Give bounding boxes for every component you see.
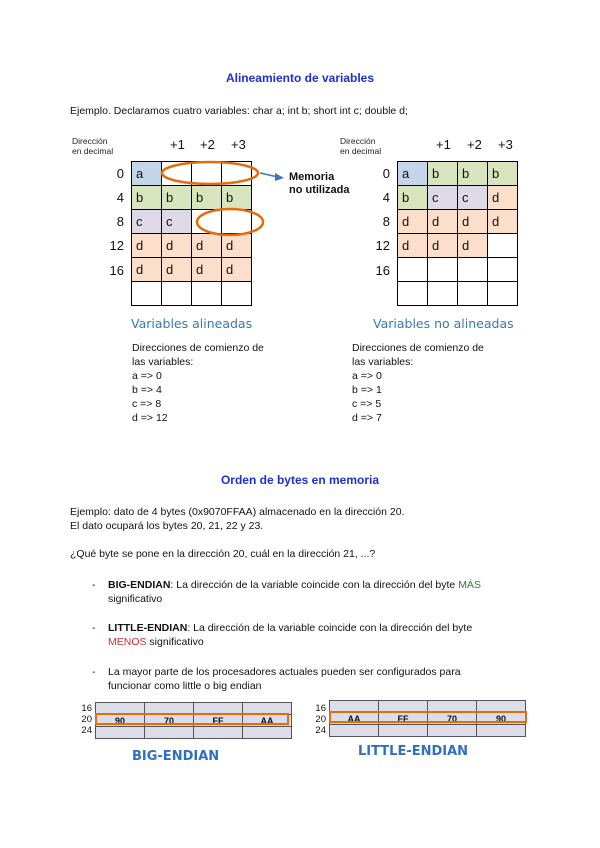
byte-cell [330, 725, 379, 737]
address-label: 16 [375, 263, 390, 278]
cell: d [488, 210, 518, 234]
cell [132, 282, 162, 306]
offset-label: +3 [498, 137, 513, 152]
cell [488, 234, 518, 258]
byte-cell [379, 725, 428, 737]
cell: b [458, 162, 488, 186]
cell: b [222, 186, 252, 210]
caption-big-endian: BIG-ENDIAN [132, 749, 220, 764]
cell: d [398, 234, 428, 258]
offset-label: +2 [200, 137, 215, 152]
cell [398, 282, 428, 306]
address-label: 0 [382, 166, 390, 181]
unused-memory-annotation [150, 150, 310, 245]
caption-little-endian: LITTLE-ENDIAN [358, 744, 469, 759]
bullet-note: La mayor parte de los procesadores actuales pueden ser configurados para funcionar como little o big endian [108, 666, 461, 692]
cell: b [132, 186, 162, 210]
highlight-row-little [329, 711, 527, 723]
question-text: ¿Qué byte se pone en la dirección 20, cuál en la dirección 21, ...? [70, 548, 376, 560]
addr-header-right: Dirección en decimal [340, 136, 382, 156]
byte-address-labels-big: 16 20 24 [81, 703, 92, 736]
cell: d [398, 210, 428, 234]
unused-memory-ellipse [197, 209, 263, 235]
cell: d [222, 258, 252, 282]
address-label: 0 [116, 166, 124, 181]
offset-label: +1 [436, 137, 451, 152]
directions-aligned: Direcciones de comienzo de las variables: a => 0 b => 4 c => 8 d => 12 [132, 342, 264, 424]
directions-unaligned: Direcciones de comienzo de las variables: a => 0 b => 1 c => 5 d => 7 [352, 342, 484, 424]
address-label: 4 [382, 190, 390, 205]
cell: b [488, 162, 518, 186]
cell: a [398, 162, 428, 186]
cell [458, 258, 488, 282]
cell: b [398, 186, 428, 210]
unused-memory-ellipse [162, 162, 258, 184]
cell [488, 258, 518, 282]
byte-cell [243, 727, 292, 739]
cell: d [162, 258, 192, 282]
caption-unaligned: Variables no alineadas [373, 316, 514, 331]
highlight-row-big [95, 713, 289, 725]
caption-aligned: Variables alineadas [131, 316, 253, 331]
byte-cell: 90 [477, 713, 526, 725]
cell: b [192, 186, 222, 210]
address-label: 12 [109, 238, 124, 253]
bullet-big-endian: BIG-ENDIAN: La dirección de la variable coincide con la dirección del byte MÁS significativo [108, 579, 481, 605]
address-label: 12 [375, 238, 390, 253]
bullet-dash: - [92, 666, 96, 678]
byte-cell: AA [243, 715, 292, 727]
addr-header-left: Dirección en decimal [72, 136, 114, 156]
byte-cell [428, 725, 477, 737]
cell: d [162, 234, 192, 258]
byte-cell [477, 725, 526, 737]
cell [488, 282, 518, 306]
cell: c [428, 186, 458, 210]
cell: d [428, 234, 458, 258]
unused-memory-label: Memoria no utilizada [289, 171, 350, 196]
cell: d [192, 258, 222, 282]
offset-label: +1 [170, 137, 185, 152]
section-title-byte-order: Orden de bytes en memoria [220, 473, 380, 487]
cell: d [488, 186, 518, 210]
byte-cell: 70 [428, 713, 477, 725]
address-label: 8 [116, 214, 124, 229]
cell [222, 282, 252, 306]
cell [458, 282, 488, 306]
byte-cell: AA [330, 713, 379, 725]
memory-table-unaligned [397, 161, 518, 306]
cell: c [132, 210, 162, 234]
cell: c [458, 186, 488, 210]
cell [428, 282, 458, 306]
byte-cell [96, 727, 145, 739]
cell: d [222, 234, 252, 258]
offset-label: +2 [467, 137, 482, 152]
bullet-little-endian: LITTLE-ENDIAN: La dirección de la variable coincide con la dirección del byte MENOS significativo [108, 622, 473, 648]
arrow-head [275, 173, 284, 181]
byte-cell [194, 727, 243, 739]
cell: a [132, 162, 162, 186]
cell [162, 282, 192, 306]
address-label: 8 [382, 214, 390, 229]
cell [192, 282, 222, 306]
byte-cell: FF [194, 715, 243, 727]
byte-address-labels-little: 16 20 24 [315, 703, 326, 736]
section-title-alignment: Alineamiento de variables [225, 71, 375, 85]
cell: d [428, 210, 458, 234]
cell: c [162, 210, 192, 234]
address-label: 4 [116, 190, 124, 205]
cell [428, 258, 458, 282]
cell: d [132, 258, 162, 282]
example-text: Ejemplo: dato de 4 bytes (0x9070FFAA) almacenado en la dirección 20. El dato ocupará los bytes 20, 21, 22 y 23. [70, 506, 405, 532]
cell: b [428, 162, 458, 186]
bullet-dash: - [92, 622, 96, 634]
address-label: 16 [109, 263, 124, 278]
cell: d [458, 234, 488, 258]
cell: d [192, 234, 222, 258]
cell: d [132, 234, 162, 258]
cell: b [162, 186, 192, 210]
intro-text: Ejemplo. Declaramos cuatro variables: char a; int b; short int c; double d; [70, 105, 408, 117]
bullet-dash: - [92, 579, 96, 591]
offset-label: +3 [231, 137, 246, 152]
byte-cell: 90 [96, 715, 145, 727]
cell: d [458, 210, 488, 234]
cell [398, 258, 428, 282]
byte-cell [145, 727, 194, 739]
byte-cell: FF [379, 713, 428, 725]
byte-cell: 70 [145, 715, 194, 727]
